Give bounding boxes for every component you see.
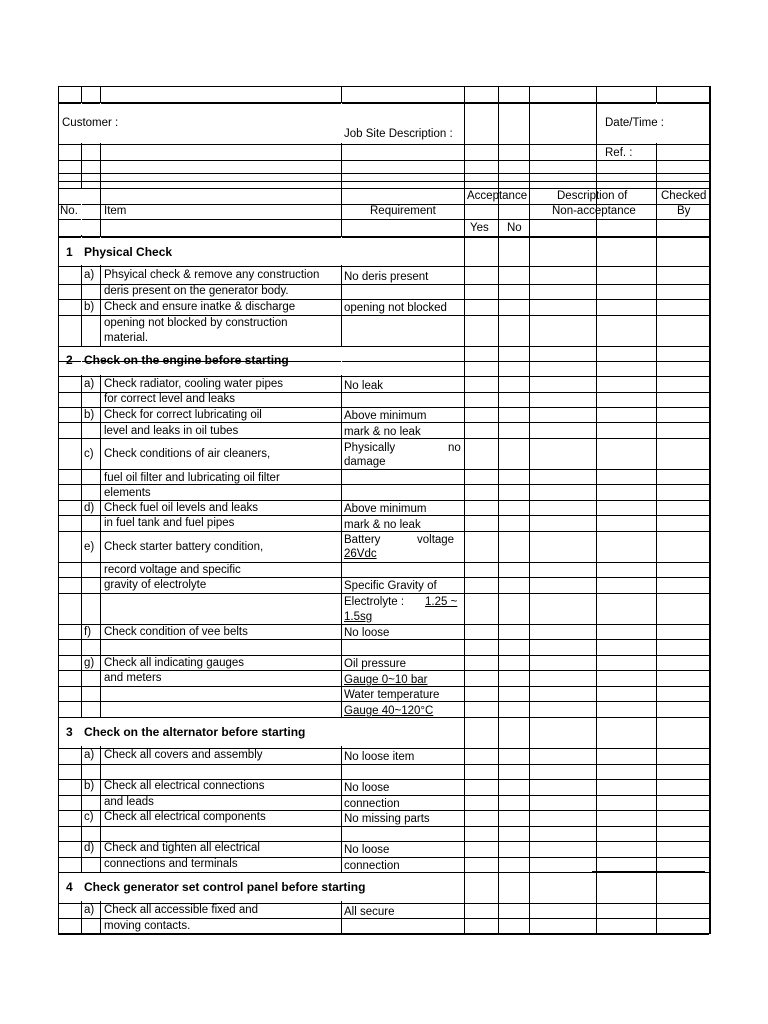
item-letter: b) xyxy=(84,409,95,421)
item-letter: a) xyxy=(84,269,95,281)
col-header-description: Description of xyxy=(557,190,628,202)
requirement-text: All secure xyxy=(344,906,395,918)
item-text: Check all covers and assembly xyxy=(104,749,263,761)
grid-line xyxy=(58,500,709,501)
item-text: for correct level and leaks xyxy=(104,393,236,405)
grid-line xyxy=(58,181,709,182)
requirement-value: 1.5sg xyxy=(344,611,373,623)
grid-line xyxy=(498,86,499,933)
grid-line xyxy=(592,871,705,872)
item-letter: c) xyxy=(84,811,94,823)
requirement-text: No leak xyxy=(344,380,383,392)
item-text: material. xyxy=(104,332,149,344)
item-letter: a) xyxy=(84,904,95,916)
grid-line xyxy=(58,86,59,933)
col-header-no-acceptance: No xyxy=(507,222,522,234)
grid-line xyxy=(464,86,465,933)
requirement-text: connection xyxy=(344,798,400,810)
section-number: 2 xyxy=(66,353,73,367)
item-text: connections and terminals xyxy=(104,858,238,870)
col-header-by: By xyxy=(677,205,691,217)
grid-line xyxy=(58,102,709,104)
item-letter: g) xyxy=(84,657,95,669)
grid-line xyxy=(58,795,709,796)
item-letter: e) xyxy=(84,541,95,553)
grid-line xyxy=(100,86,101,933)
requirement-text: Gauge 40~120°C xyxy=(344,705,434,717)
item-text: Check conditions of air cleaners, xyxy=(104,448,271,460)
item-letter: f) xyxy=(84,626,92,638)
grid-line xyxy=(58,86,709,87)
grid-line xyxy=(58,236,709,238)
section-title: Check on the engine before starting xyxy=(84,353,289,367)
grid-line xyxy=(58,469,709,470)
grid-line xyxy=(58,655,709,656)
requirement-value: 1.25 ~ xyxy=(425,596,458,608)
section-title: Check generator set control panel before starting xyxy=(84,880,366,894)
col-header-acceptance: Acceptance xyxy=(467,190,528,202)
item-letter: a) xyxy=(84,378,95,390)
item-text: level and leaks in oil tubes xyxy=(104,425,239,437)
item-text: Check starter battery condition, xyxy=(104,541,264,553)
item-text: and leads xyxy=(104,796,154,808)
item-letter: d) xyxy=(84,842,95,854)
section-title: Check on the alternator before starting xyxy=(84,725,306,739)
requirement-text: mark & no leak xyxy=(344,519,421,531)
item-text: Check all indicating gauges xyxy=(104,657,245,669)
col-header-requirement: Requirement xyxy=(370,205,436,217)
requirement-text: opening not blocked xyxy=(344,302,447,314)
requirement-text: No deris present xyxy=(344,271,429,283)
date-time-label: Date/Time : xyxy=(605,117,665,129)
item-text: Check all electrical connections xyxy=(104,780,265,792)
grid-line xyxy=(58,266,709,267)
grid-line xyxy=(58,173,709,174)
grid-line xyxy=(58,376,709,377)
requirement-value: 26Vdc xyxy=(344,548,377,560)
item-letter: b) xyxy=(84,301,95,313)
item-text: gravity of electrolyte xyxy=(104,579,207,591)
requirement-text: connection xyxy=(344,860,400,872)
section-number: 4 xyxy=(66,880,73,894)
item-text: moving contacts. xyxy=(104,920,191,932)
col-header-no: No. xyxy=(60,205,78,217)
item-text: Check fuel oil levels and leaks xyxy=(104,502,259,514)
requirement-text: no xyxy=(448,442,461,454)
ref-label: Ref. : xyxy=(605,147,633,159)
item-text: Phsyical check & remove any construction xyxy=(104,269,320,281)
grid-line xyxy=(58,188,709,189)
grid-line xyxy=(58,315,709,316)
grid-line xyxy=(58,299,709,300)
grid-line xyxy=(58,624,709,625)
grid-line xyxy=(58,933,709,935)
grid-line xyxy=(529,86,530,933)
requirement-text: Electrolyte : xyxy=(344,596,405,608)
job-site-label: Job Site Description : xyxy=(344,128,453,140)
item-letter: d) xyxy=(84,502,95,514)
requirement-text: damage xyxy=(344,456,386,468)
grid-line xyxy=(58,160,709,161)
col-header-yes: Yes xyxy=(470,222,489,234)
grid-line xyxy=(341,86,342,933)
requirement-text: Physically xyxy=(344,442,396,454)
col-header-non-acceptance: Non-acceptance xyxy=(552,205,636,217)
item-text: and meters xyxy=(104,672,162,684)
item-text: Check all accessible fixed and xyxy=(104,904,259,916)
requirement-text: No loose xyxy=(344,627,390,639)
requirement-text: No loose xyxy=(344,844,390,856)
item-text: Check and tighten all electrical xyxy=(104,842,260,854)
requirement-text: Water temperature xyxy=(344,689,440,701)
item-text: in fuel tank and fuel pipes xyxy=(104,517,235,529)
grid-line xyxy=(58,577,709,578)
item-text: fuel oil filter and lubricating oil filter xyxy=(104,472,280,484)
item-text: elements xyxy=(104,487,151,499)
requirement-text: No loose xyxy=(344,782,390,794)
requirement-text: Gauge 0~10 bar xyxy=(344,674,428,686)
customer-label: Customer : xyxy=(62,117,119,129)
section-number: 1 xyxy=(66,245,73,259)
section-title: Physical Check xyxy=(84,245,173,259)
requirement-text: mark & no leak xyxy=(344,426,421,438)
grid-line xyxy=(58,407,709,408)
requirement-text: Above minimum xyxy=(344,503,427,515)
grid-line xyxy=(58,346,709,347)
grid-line xyxy=(656,86,657,933)
requirement-text: No missing parts xyxy=(344,813,430,825)
item-text: deris present on the generator body. xyxy=(104,285,289,297)
item-text: Check for correct lubricating oil xyxy=(104,409,262,421)
requirement-text: Battery xyxy=(344,534,381,546)
grid-line xyxy=(58,219,709,220)
section-number: 3 xyxy=(66,725,73,739)
requirement-text: Above minimum xyxy=(344,410,427,422)
grid-line xyxy=(58,144,709,145)
requirement-text: No loose item xyxy=(344,751,415,763)
grid-line xyxy=(58,562,709,563)
grid-line xyxy=(58,826,709,827)
col-header-checked: Checked xyxy=(661,190,707,202)
item-text: Check radiator, cooling water pipes xyxy=(104,378,283,390)
requirement-text: voltage xyxy=(417,534,455,546)
item-text: Check condition of vee belts xyxy=(104,626,248,638)
item-text: Check all electrical components xyxy=(104,811,266,823)
grid-line xyxy=(58,764,709,765)
requirement-text: Oil pressure xyxy=(344,658,406,670)
col-header-item: Item xyxy=(104,205,127,217)
item-letter: c) xyxy=(84,448,94,460)
item-text: record voltage and specific xyxy=(104,564,241,576)
grid-line xyxy=(58,593,709,594)
item-text: Check and ensure inatke & discharge xyxy=(104,301,296,313)
item-letter: b) xyxy=(84,780,95,792)
item-letter: a) xyxy=(84,749,95,761)
item-text: opening not blocked by construction xyxy=(104,317,288,329)
grid-line xyxy=(709,86,711,934)
requirement-text: Specific Gravity of xyxy=(344,580,437,592)
